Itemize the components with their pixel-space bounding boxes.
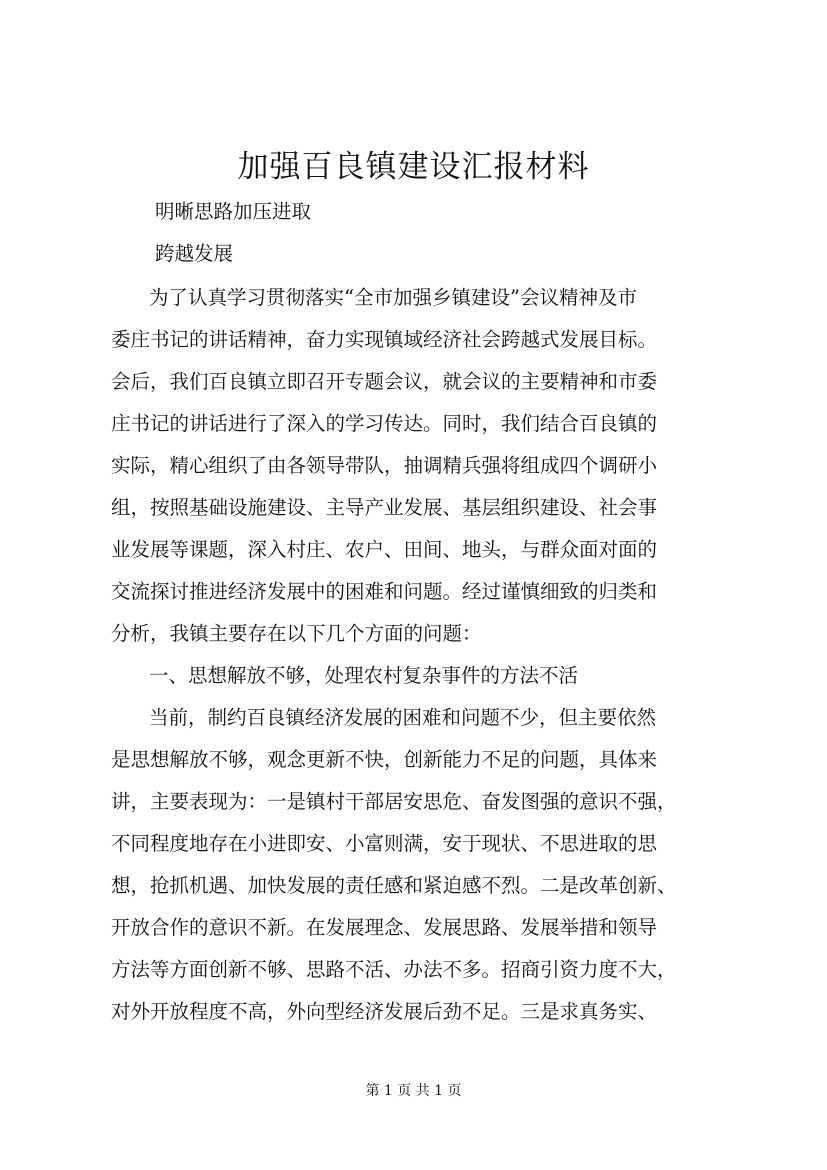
paragraph-line: 是思想解放不够，观念更新不快，创新能力不足的问题，具体来 xyxy=(111,748,658,771)
paragraph-line: 业发展等课题，深入村庄、农户、田间、地头，与群众面对面的 xyxy=(111,538,658,561)
paragraph-line: 当前，制约百良镇经济发展的困难和问题不少，但主要依然 xyxy=(149,706,657,729)
paragraph-line: 想，抢抓机遇、加快发展的责任感和紧迫感不烈。二是改革创新、 xyxy=(111,874,677,897)
paragraph-line: 庄书记的讲话进行了深入的学习传达。同时，我们结合百良镇的 xyxy=(111,412,658,435)
paragraph-line: 实际，精心组织了由各领导带队，抽调精兵强将组成四个调研小 xyxy=(111,454,658,477)
page-number-footer: 第 1 页 共 1 页 xyxy=(365,1083,462,1099)
document-title: 加强百良镇建设汇报材料 xyxy=(237,149,590,185)
subtitle-line: 明晰思路加压进取 xyxy=(155,200,312,223)
paragraph-line: 讲，主要表现为：一是镇村干部居安思危、奋发图强的意识不强， xyxy=(111,790,677,813)
paragraph-line: 为了认真学习贯彻落实“全市加强乡镇建设”会议精神及市 xyxy=(149,286,637,309)
paragraph-line: 委庄书记的讲话精神，奋力实现镇域经济社会跨越式发展目标。 xyxy=(111,328,658,351)
paragraph-line: 组，按照基础设施建设、主导产业发展、基层组织建设、社会事 xyxy=(111,496,658,519)
subtitle-line: 跨越发展 xyxy=(155,242,234,265)
paragraph-line: 开放合作的意识不新。在发展理念、发展思路、发展举措和领导 xyxy=(111,916,658,939)
paragraph-line: 方法等方面创新不够、思路不活、办法不多。招商引资力度不大， xyxy=(111,958,677,981)
paragraph-line: 交流探讨推进经济发展中的困难和问题。经过谨慎细致的归类和 xyxy=(111,580,658,603)
section-heading: 一、思想解放不够，处理农村复杂事件的方法不活 xyxy=(149,664,579,687)
paragraph-line: 不同程度地存在小进即安、小富则满，安于现状、不思进取的思 xyxy=(111,832,658,855)
paragraph-line: 会后，我们百良镇立即召开专题会议，就会议的主要精神和市委 xyxy=(111,370,658,393)
paragraph-line: 对外开放程度不高，外向型经济发展后劲不足。三是求真务实、 xyxy=(111,1000,658,1023)
paragraph-line: 分析，我镇主要存在以下几个方面的问题： xyxy=(111,622,482,645)
